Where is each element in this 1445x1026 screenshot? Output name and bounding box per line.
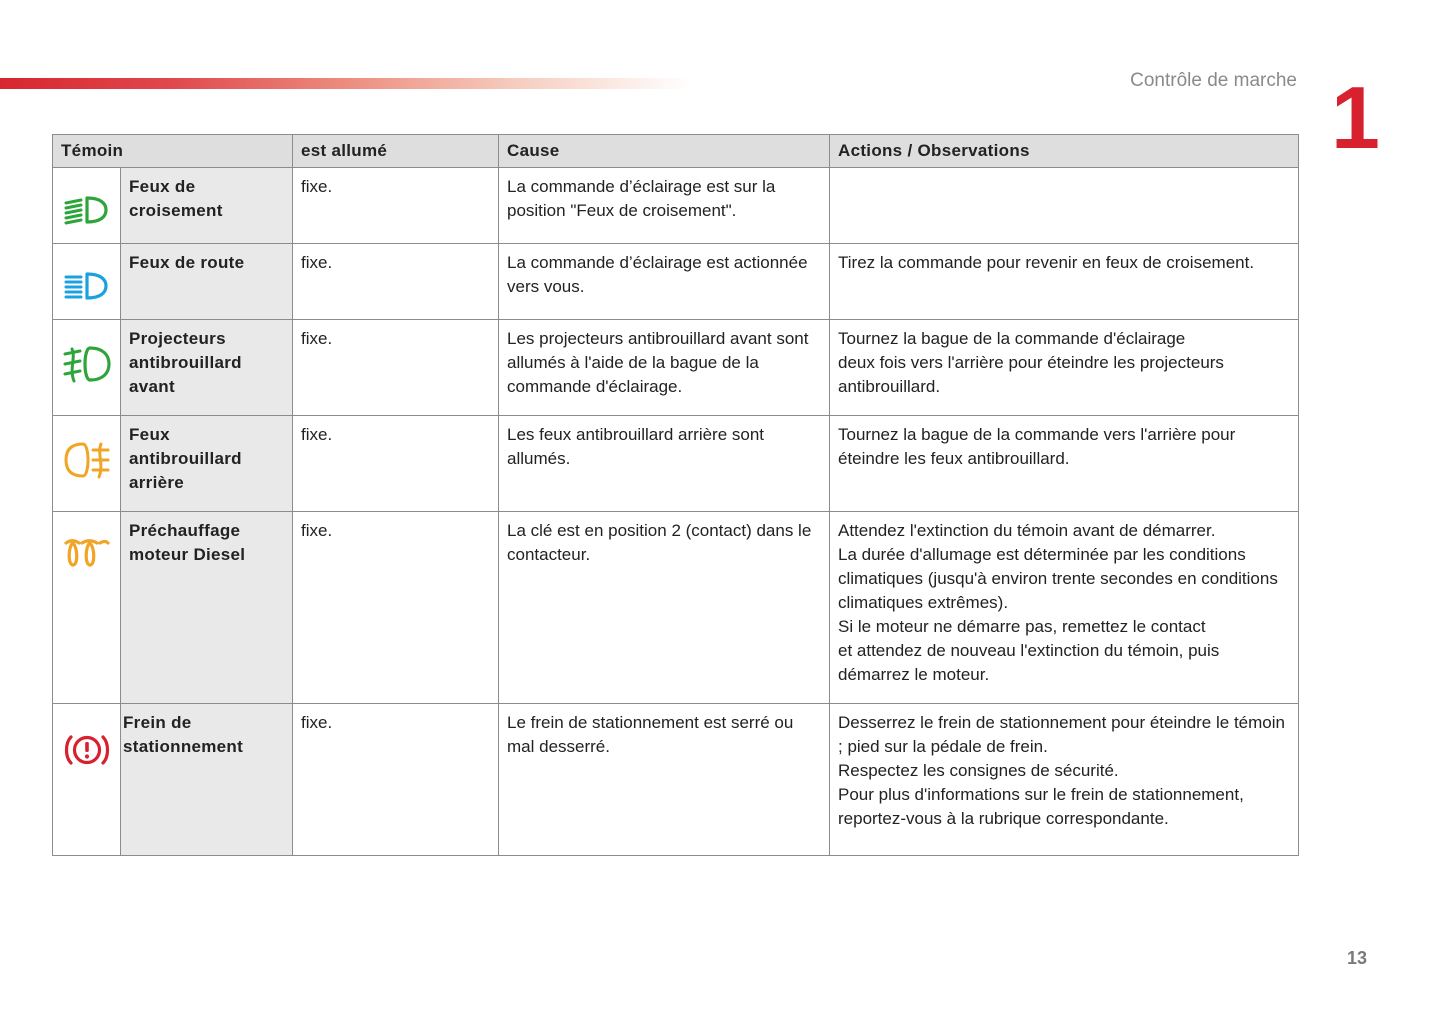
parking-brake-icon xyxy=(62,729,112,771)
rear-fog-icon xyxy=(63,441,111,479)
row-name: Feux antibrouillard arrière xyxy=(121,416,293,512)
row-cause: La clé est en position 2 (contact) dans le contacteur. xyxy=(499,512,830,704)
row-actions xyxy=(830,244,1299,320)
action-line: Respectez les consignes de sécurité. xyxy=(838,761,1119,780)
icon-cell xyxy=(53,416,121,512)
row-actions xyxy=(830,704,1299,856)
table-row xyxy=(53,704,1299,856)
warning-lights-table xyxy=(52,134,1299,856)
row-name: Préchauffage moteur Diesel xyxy=(121,512,293,704)
header-state: est allumé xyxy=(293,135,499,168)
main-beam-icon xyxy=(63,269,111,303)
action-line: Attendez l'extinction du témoin avant de démarrer. xyxy=(838,521,1216,540)
row-name: Feux de croisement xyxy=(121,168,293,244)
page-number: 13 xyxy=(1347,948,1368,968)
row-state: fixe. xyxy=(293,704,499,856)
icon-cell xyxy=(53,320,121,416)
action-line: Pour plus d'informations sur le frein de stationnement, reportez-vous à la rubrique correspondante. xyxy=(838,785,1244,828)
row-name: Feux de route xyxy=(121,244,293,320)
icon-cell xyxy=(53,168,121,244)
row-name: Frein de stationnement xyxy=(121,704,293,856)
front-fog-icon xyxy=(62,345,112,383)
header-accent-bar xyxy=(0,78,690,89)
action-line: Tirez la commande pour revenir en feux de croisement. xyxy=(838,253,1255,272)
dipped-beam-icon xyxy=(63,193,111,227)
table-row xyxy=(53,244,1299,320)
icon-cell xyxy=(53,512,121,704)
row-name: Projecteurs antibrouillard avant xyxy=(121,320,293,416)
action-line: La durée d'allumage est déterminée par les conditions climatiques (jusqu'à environ trente secondes en conditions climatiques extrêmes). xyxy=(838,545,1278,612)
table-row xyxy=(53,416,1299,512)
row-actions xyxy=(830,512,1299,704)
row-actions xyxy=(830,416,1299,512)
table-row xyxy=(53,320,1299,416)
row-state: fixe. xyxy=(293,168,499,244)
row-cause: Les feux antibrouillard arrière sont allumés. xyxy=(499,416,830,512)
row-actions xyxy=(830,320,1299,416)
header-temoin: Témoin xyxy=(53,135,293,168)
row-cause: Le frein de stationnement est serré ou mal desserré. xyxy=(499,704,830,856)
action-line: deux fois vers l'arrière pour éteindre les projecteurs antibrouillard. xyxy=(838,353,1224,396)
chapter-number: 1 xyxy=(1331,68,1380,167)
header-cause: Cause xyxy=(499,135,830,168)
row-cause: La commande d’éclairage est sur la position "Feux de croisement". xyxy=(499,168,830,244)
table-row xyxy=(53,168,1299,244)
row-cause: La commande d’éclairage est actionnée vers vous. xyxy=(499,244,830,320)
row-state: fixe. xyxy=(293,416,499,512)
action-line: Tournez la bague de la commande vers l'arrière pour éteindre les feux antibrouillard. xyxy=(838,425,1236,468)
section-title: Contrôle de marche xyxy=(1130,70,1297,91)
row-state: fixe. xyxy=(293,244,499,320)
glow-plug-icon xyxy=(64,537,110,569)
action-line: Si le moteur ne démarre pas, remettez le contact xyxy=(838,617,1206,636)
icon-cell xyxy=(53,244,121,320)
table-header-row xyxy=(53,135,1299,168)
table-row xyxy=(53,512,1299,704)
header-actions: Actions / Observations xyxy=(830,135,1299,168)
row-state: fixe. xyxy=(293,320,499,416)
row-actions xyxy=(830,168,1299,244)
row-state: fixe. xyxy=(293,512,499,704)
action-line: et attendez de nouveau l'extinction du témoin, puis démarrez le moteur. xyxy=(838,641,1220,684)
action-line: Desserrez le frein de stationnement pour éteindre le témoin ; pied sur la pédale de frein. xyxy=(838,713,1285,756)
icon-cell xyxy=(53,704,121,856)
action-line: Tournez la bague de la commande d'éclairage xyxy=(838,329,1186,348)
row-cause: Les projecteurs antibrouillard avant sont allumés à l'aide de la bague de la commande d'éclairage. xyxy=(499,320,830,416)
